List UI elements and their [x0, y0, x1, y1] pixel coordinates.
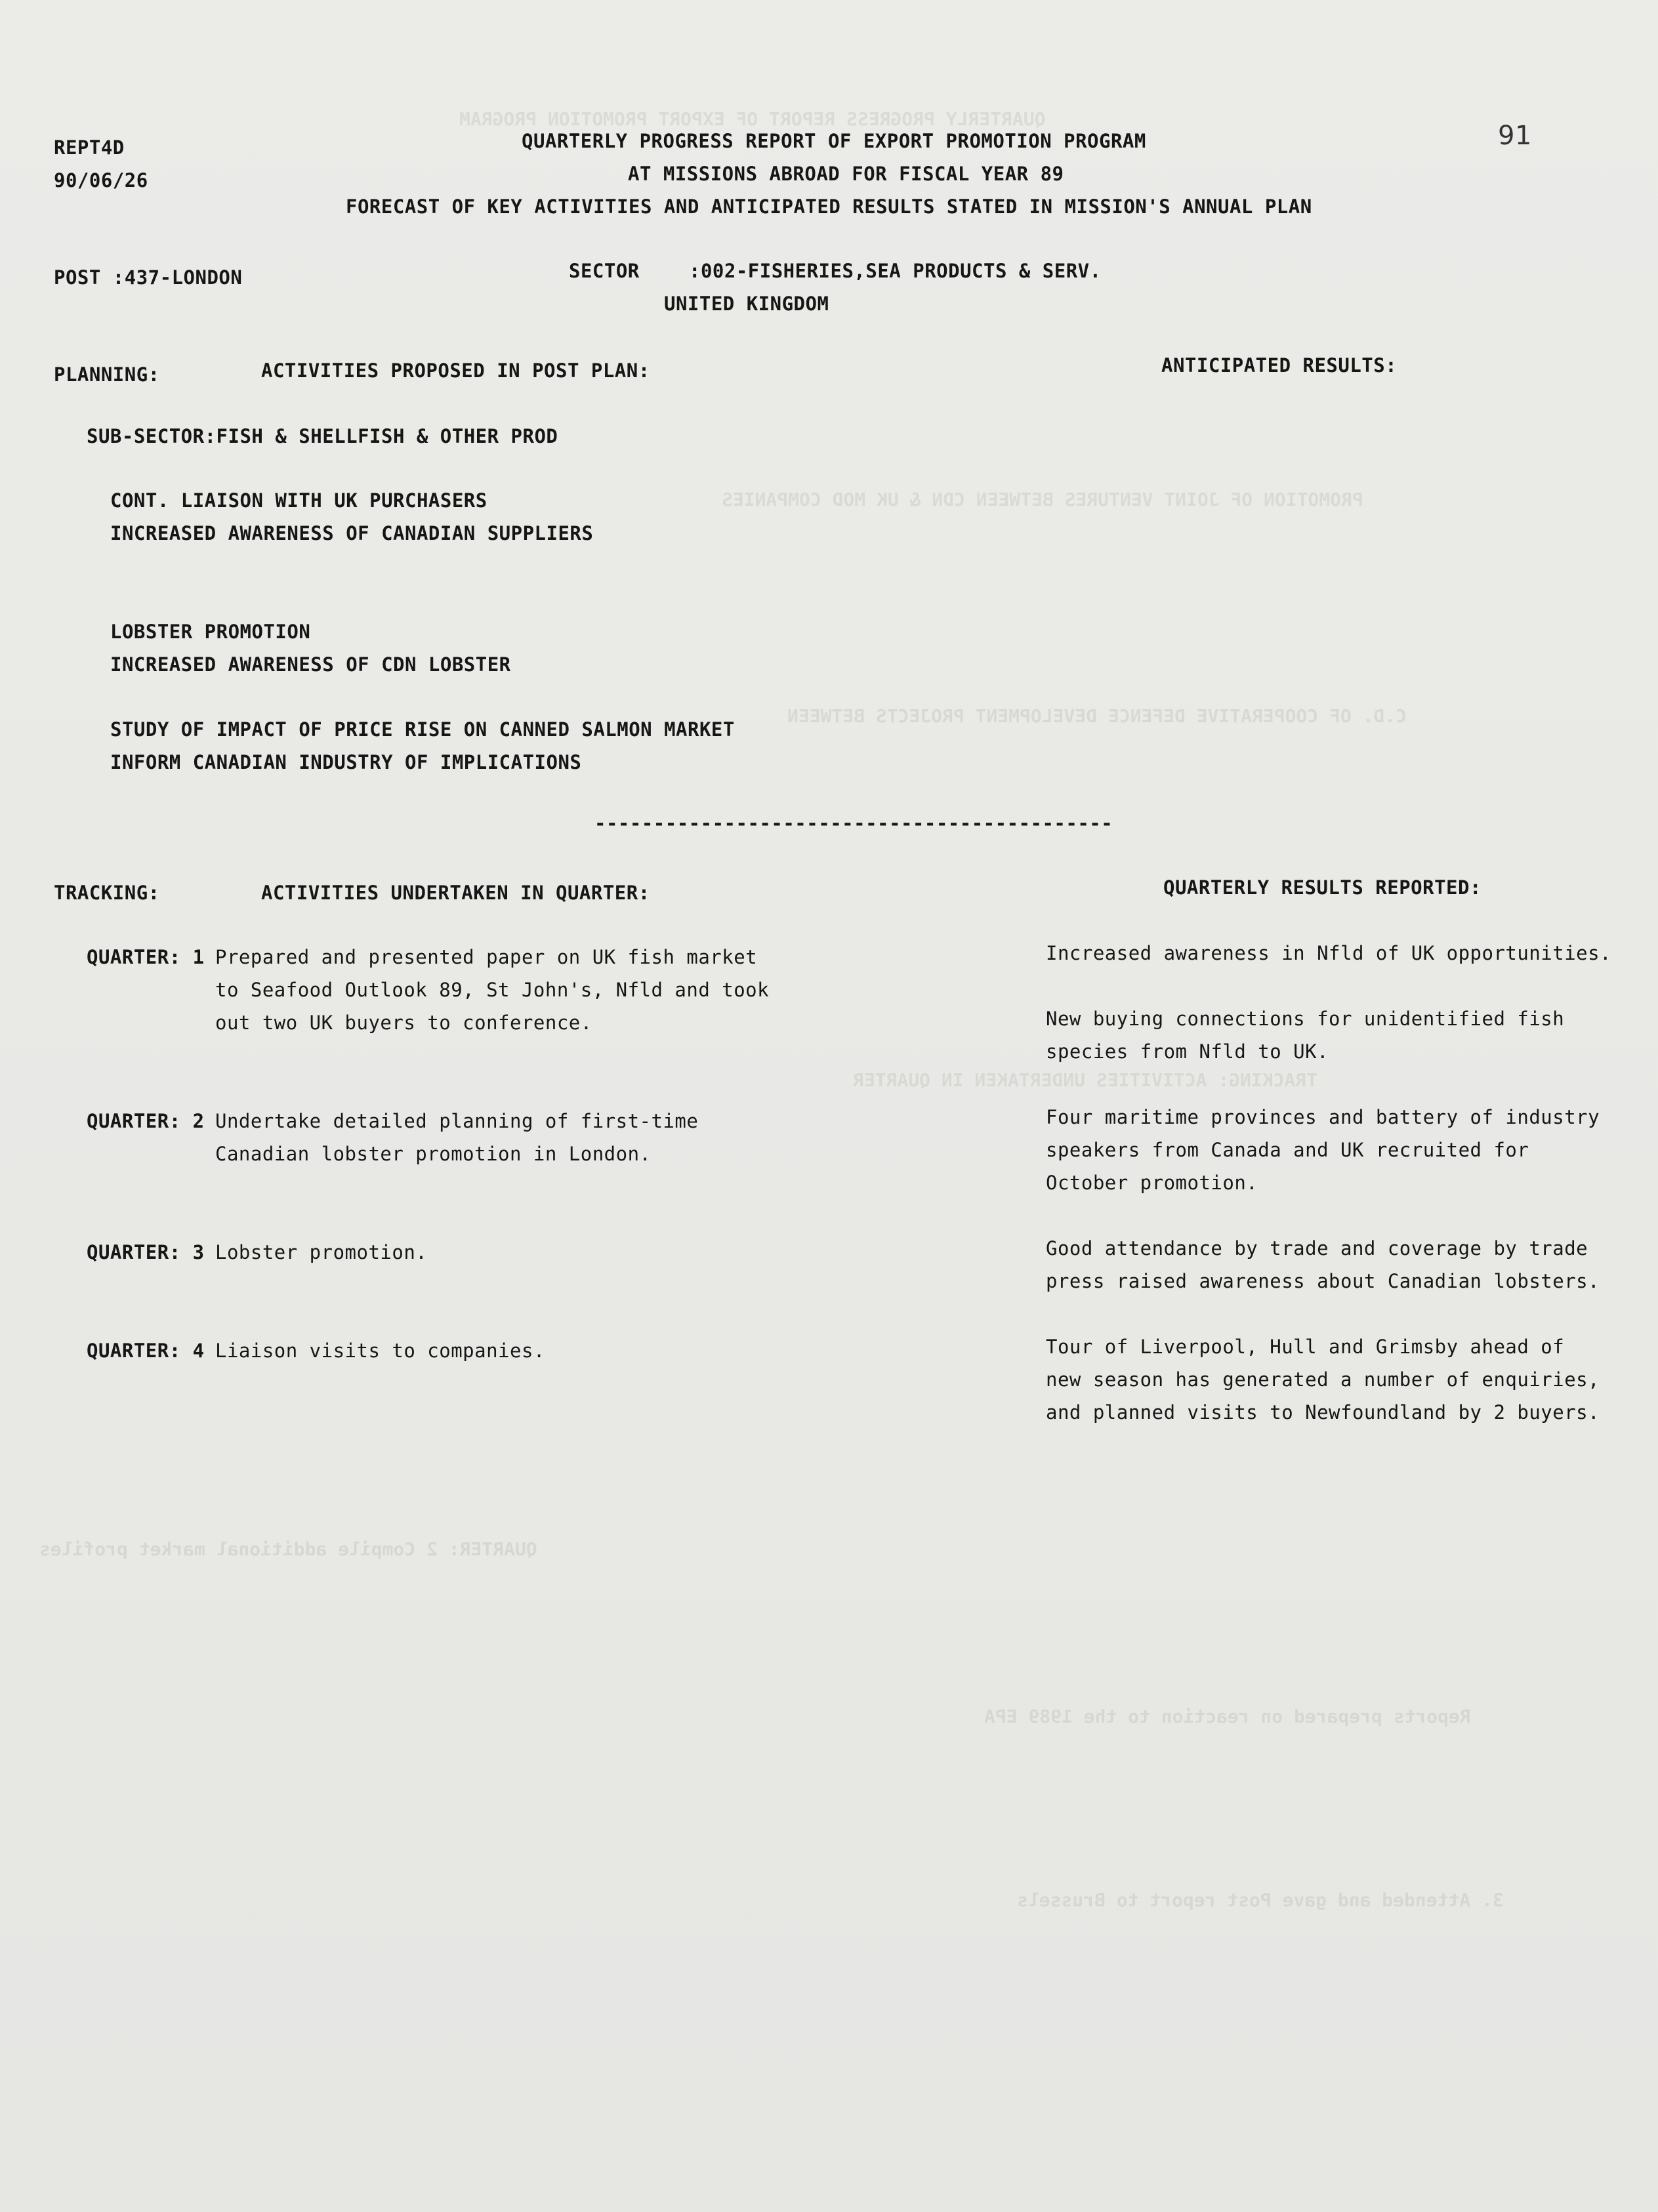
page-number: 91: [1498, 121, 1532, 151]
quarter-label: QUARTER: 1: [87, 946, 205, 968]
subsector-label: SUB-SECTOR:FISH & SHELLFISH & OTHER PROD: [87, 425, 558, 447]
quarter-label: QUARTER: 2: [87, 1110, 205, 1132]
quarter-activity: Prepared and presented paper on UK fish market to Seafood Outlook 89, St John's, Nfld and took out two UK buyers to conference.: [215, 946, 770, 1034]
plan-item: STUDY OF IMPACT OF PRICE RISE ON CANNED SALMON MARKET: [110, 718, 735, 741]
planning-label: PLANNING:: [54, 363, 160, 386]
quarter-activity: Undertake detailed planning of first-time Canadian lobster promotion in London.: [215, 1110, 699, 1165]
section-divider: --------------------------------------------: [594, 812, 1113, 834]
report-title-line2: AT MISSIONS ABROAD FOR FISCAL YEAR 89: [628, 163, 1064, 185]
plan-item: INCREASED AWARENESS OF CANADIAN SUPPLIERS: [110, 522, 594, 544]
report-date: 90/06/26: [54, 169, 148, 192]
quarter-result: Good attendance by trade and coverage by trade press raised awareness about Canadian lobsters.: [1046, 1237, 1600, 1292]
quarter-result: Increased awareness in Nfld of UK opportunities. New buying connections for unidentified fish species from Nfld to UK.: [1046, 942, 1612, 1063]
tracking-label: TRACKING:: [54, 882, 160, 904]
plan-item: INFORM CANADIAN INDUSTRY OF IMPLICATIONS: [110, 751, 582, 773]
planning-activities-heading: ACTIVITIES PROPOSED IN POST PLAN:: [261, 359, 650, 382]
sector-label: SECTOR: [569, 260, 640, 282]
report-title-line3: FORECAST OF KEY ACTIVITIES AND ANTICIPATED RESULTS STATED IN MISSION'S ANNUAL PLAN: [346, 195, 1312, 218]
quarter-activity: Liaison visits to companies.: [215, 1340, 545, 1362]
report-title-line1: QUARTERLY PROGRESS REPORT OF EXPORT PROMOTION PROGRAM: [522, 130, 1146, 152]
post-label: POST :437-LONDON: [54, 266, 243, 289]
tracking-results-heading: QUARTERLY RESULTS REPORTED:: [1163, 876, 1482, 899]
quarter-activity: Lobster promotion.: [215, 1241, 428, 1263]
document-page: QUARTERLY PROGRESS REPORT OF EXPORT PROMOTION PROGRAM PROMOTION OF JOINT VENTURES BETWEEN CDN & UK MOD COMPANIES C.D. OF COOPERATIVE DEFENCE DEVELOPMENT PROJECTS BETWEEN TRACKING: ACTIVITIES UNDERTAKEN IN QUARTER QUARTER: 2 Compile additional market profiles Reports prepared on reaction to the 1989 EPA 3. Attended and gave Post report to Brussels REPT4D 90/06/26 QUARTERLY PROGRESS REPORT OF EXPORT PROMOTION PROGRAM AT MISSIONS ABROAD FOR FISCAL YEAR 89 FORECAST OF KEY ACTIVITIES AND ANTICIPATED RESULTS STATED IN MISSION'S ANNUAL PLAN 91 POST :437-LONDON SECTOR :002-FISHERIES,SEA PRODUCTS & SERV. UNITED KINGDOM PLANNING: ACTIVITIES PROPOSED IN POST PLAN: ANTICIPATED RESULTS: SUB-SECTOR:FISH & SHELLFISH & OTHER PROD CONT. LIAISON WITH UK PURCHASERS INCREASED AWARENESS OF CANADIAN SUPPLIERS LOBSTER PROMOTION INCREASED AWARENESS OF CDN LOBSTER STUDY OF IMPACT OF PRICE RISE ON CANNED SALMON MARKET INFORM CANADIAN INDUSTRY OF IMPLICATIONS -------------------------------------------- TRACKING: ACTIVITIES UNDERTAKEN IN QUARTER: QUARTERLY RESULTS REPORTED: QUARTER: 1 Prepared and presented paper on UK fish market to Seafood Outlook 89, St John's, Nfld and took out two UK buyers to conference. Increased awareness in Nfld of UK opportunities. New buying connections for unidentified fish species from Nfld to UK. QUARTER: 2 Undertake detailed planning of first-time Canadian lobster promotion in London. Four maritime provinces and battery of industry speakers from Canada and UK recruited for October promotion. QUARTER: 3 Lobster promotion. Good attendance by trade and coverage by trade press raised awareness about Canadian lobsters. QUARTER: 4 Liaison visits to companies. Tour of Liverpool, Hull and Grimsby ahead of new season has generated a number of enquiries, and planned visits to Newfoundland by 2 buyers.: [0, 0, 1658, 2212]
report-code: REPT4D: [54, 136, 125, 159]
plan-item: LOBSTER PROMOTION: [110, 621, 311, 643]
country: UNITED KINGDOM: [664, 293, 829, 315]
plan-item: CONT. LIAISON WITH UK PURCHASERS: [110, 489, 487, 512]
quarter-label: QUARTER: 3: [87, 1241, 205, 1263]
plan-item: INCREASED AWARENESS OF CDN LOBSTER: [110, 653, 511, 676]
quarter-result: Tour of Liverpool, Hull and Grimsby ahead of new season has generated a number of enquiries, and planned visits to Newfoundland by 2 buyers.: [1046, 1336, 1600, 1423]
tracking-activities-heading: ACTIVITIES UNDERTAKEN IN QUARTER:: [261, 882, 650, 904]
planning-results-heading: ANTICIPATED RESULTS:: [1161, 354, 1398, 377]
sector-value: :002-FISHERIES,SEA PRODUCTS & SERV.: [689, 260, 1102, 282]
quarter-result: Four maritime provinces and battery of industry speakers from Canada and UK recruited for October promotion.: [1046, 1106, 1600, 1194]
quarter-label: QUARTER: 4: [87, 1340, 205, 1362]
